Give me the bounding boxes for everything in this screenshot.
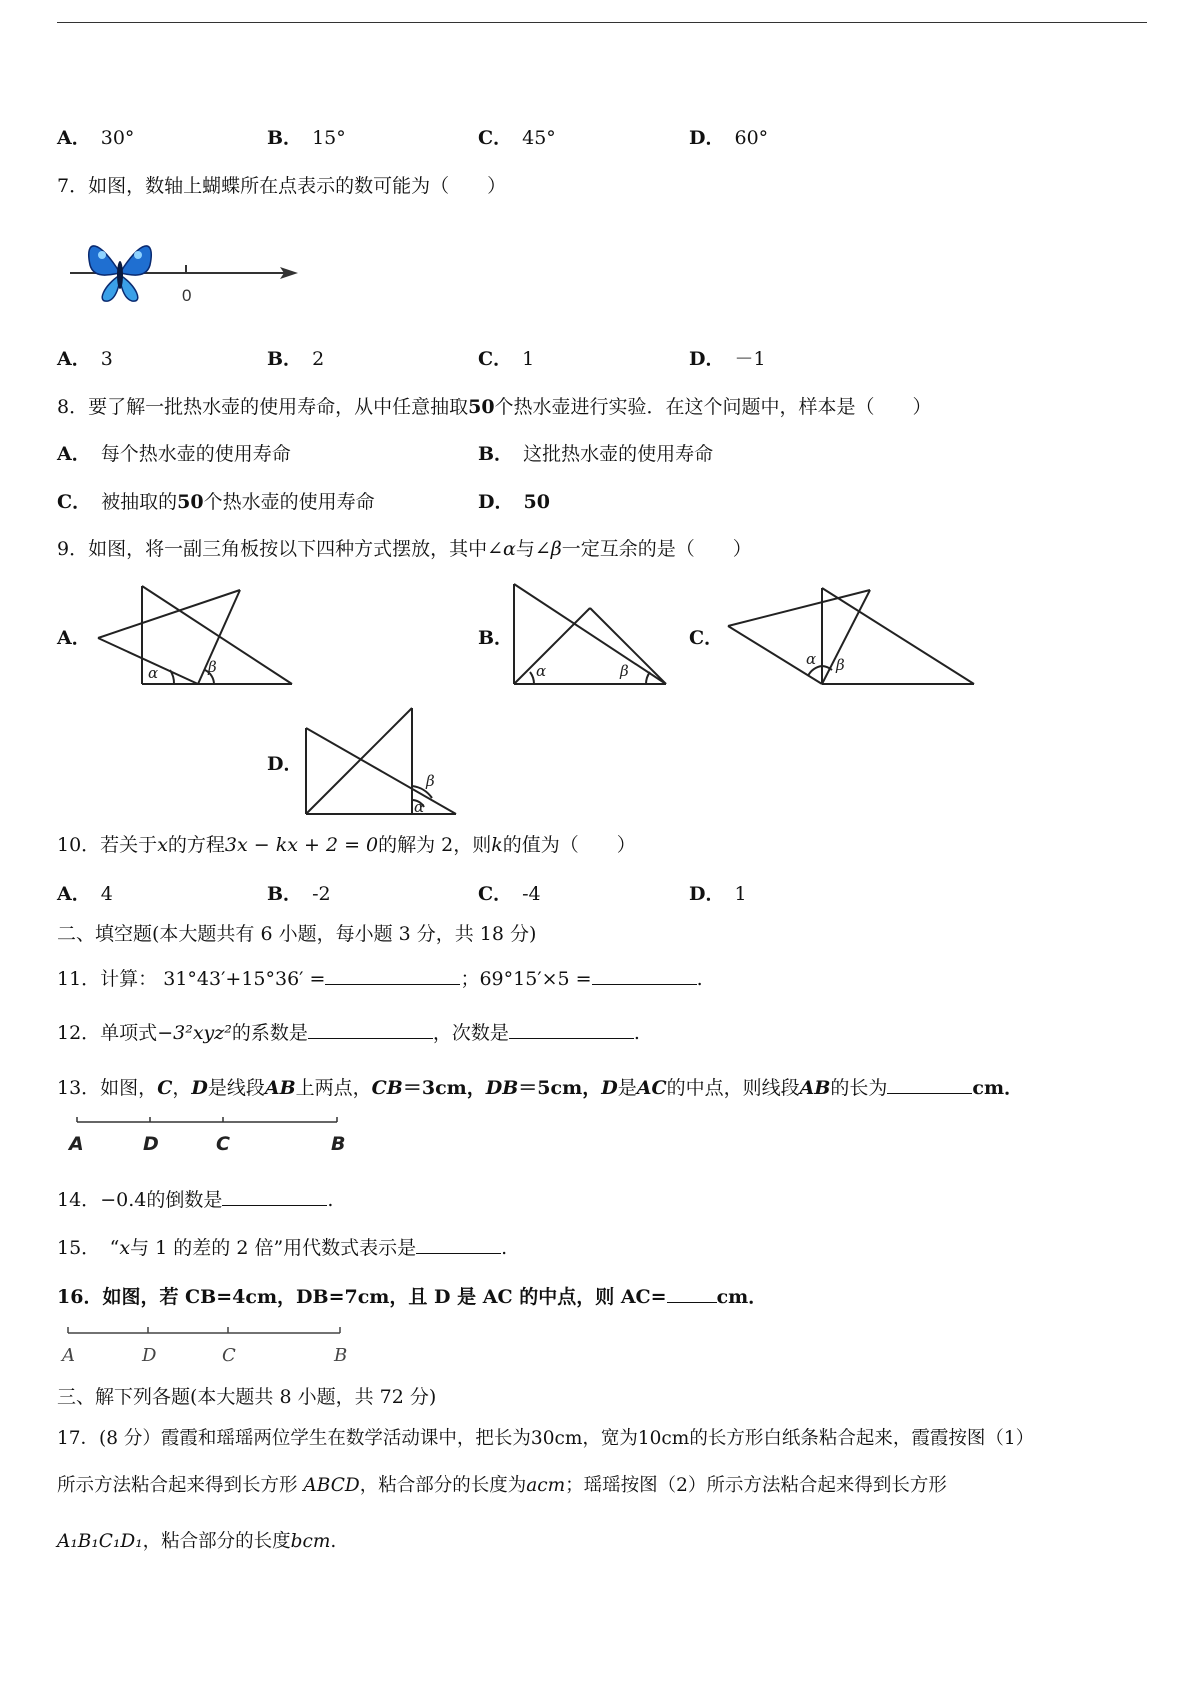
q14-text: 14．−0.4的倒数是 . [57,1189,334,1211]
q17-line1: 17．(8 分）霞霞和瑶瑶两位学生在数学活动课中，把长为30cm，宽为10cm的长方形白纸条粘合起来，霞霞按图（1） [57,1428,1035,1449]
q7-option-d: D． －1 [689,348,766,370]
q6-option-b-value: 15° [312,127,346,149]
q13-point-b: B [331,1133,346,1155]
q13-segment-figure [65,1112,355,1162]
q8-text: 8．要了解一批热水壶的使用寿命，从中任意抽取50个热水壶进行实验．在这个问题中，样本是（ ） [57,396,932,418]
q8-option-c: C． 被抽取的50个热水壶的使用寿命 [57,491,375,513]
q7-number-line-figure [70,235,300,305]
header-rule [57,22,1147,23]
q16-point-b: B [334,1345,348,1366]
q16-point-c: C [222,1345,236,1366]
q8-option-d: D． 50 [478,491,550,513]
q9-text: 9．如图，将一副三角板按以下四种方式摆放，其中∠α与∠β一定互余的是（ ） [57,538,752,560]
q9-label-b: B． [478,627,514,649]
q9-label-a: A． [57,627,91,649]
q9b-beta: β [620,662,629,680]
q6-option-d: D． 60° [689,127,769,149]
q9d-beta: β [426,772,435,790]
q16-point-a: A [62,1345,75,1366]
q13-text: 13．如图，C，D是线段AB上两点，CB＝3cm，DB＝5cm，D是AC的中点，则线段AB的长为 cm． [57,1077,1024,1099]
q7-axis-zero: 0 [182,286,192,305]
q10-option-a: A． 4 [57,883,113,905]
q11-text: 11．计算： 31°43′+15°36′ = ；69°15′×5 = . [57,968,703,990]
q12-text: 12．单项式−3²xyz²的系数是 ，次数是 . [57,1022,640,1044]
q8-option-b: B． 这批热水壶的使用寿命 [478,443,714,465]
q17-line2: 所示方法粘合起来得到长方形 ABCD，粘合部分的长度为acm；瑶瑶按图（2）所示方法粘合起来得到长方形 [57,1475,947,1496]
q9-figure-d [300,706,460,821]
q15-text: 15． “x与 1 的差的 2 倍”用代数式表示是 . [57,1237,508,1259]
q9a-beta: β [208,658,217,676]
q6-option-a: A． 30° [57,127,135,149]
butterfly-icon [89,246,152,301]
section2-heading: 二、填空题(本大题共有 6 小题，每小题 3 分，共 18 分) [57,923,537,945]
q10-option-b: B． -2 [267,883,331,905]
q9-figure-c [720,580,980,690]
q7-text: 7．如图，数轴上蝴蝶所在点表示的数可能为（ ） [57,175,507,197]
q13-point-d: D [143,1133,159,1155]
q10-text: 10．若关于x的方程3x − kx + 2 = 0的解为 2，则k的值为（ ） [57,834,636,856]
q13-point-c: C [216,1133,230,1155]
q7-option-c: C． 1 [478,348,535,370]
q7-option-a: A． 3 [57,348,113,370]
q9-figure-b [510,580,670,690]
q11-blank-1 [325,966,460,985]
q16-segment-figure [60,1325,360,1370]
q17-line3: A₁B₁C₁D₁，粘合部分的长度bcm. [57,1531,337,1552]
q9-figure-a [90,580,300,690]
q9d-alpha: α [414,798,425,816]
q8-option-a: A． 每个热水壶的使用寿命 [57,443,291,465]
q9c-beta: β [836,656,845,674]
q10-option-c: C． -4 [478,883,541,905]
q6-option-d-value: 60° [734,127,769,149]
q16-blank [667,1284,717,1303]
section3-heading: 三、解下列各题(本大题共 8 小题，共 72 分) [57,1386,437,1408]
q6-option-c-value: 45° [522,127,556,149]
q16-point-d: D [142,1345,157,1366]
q6-option-c: C． 45° [478,127,556,149]
q15-blank [416,1235,501,1254]
q14-blank [222,1187,327,1206]
q9-label-d: D． [267,753,303,775]
q13-blank [887,1075,972,1094]
q9-label-c: C． [689,627,724,649]
q13-point-a: A [69,1133,84,1155]
q9c-alpha: α [806,650,817,668]
q9b-alpha: α [536,662,547,680]
q6-option-a-value: 30° [100,127,135,149]
q16-text: 16．如图，若 CB=4cm，DB=7cm，且 D 是 AC 的中点，则 AC= cm． [57,1286,768,1308]
q12-blank-2 [509,1020,634,1039]
q6-option-b: B． 15° [267,127,346,149]
q7-option-b: B． 2 [267,348,325,370]
q9a-alpha: α [148,664,159,682]
q11-blank-2 [592,966,697,985]
q10-option-d: D． 1 [689,883,747,905]
q12-blank-1 [308,1020,433,1039]
